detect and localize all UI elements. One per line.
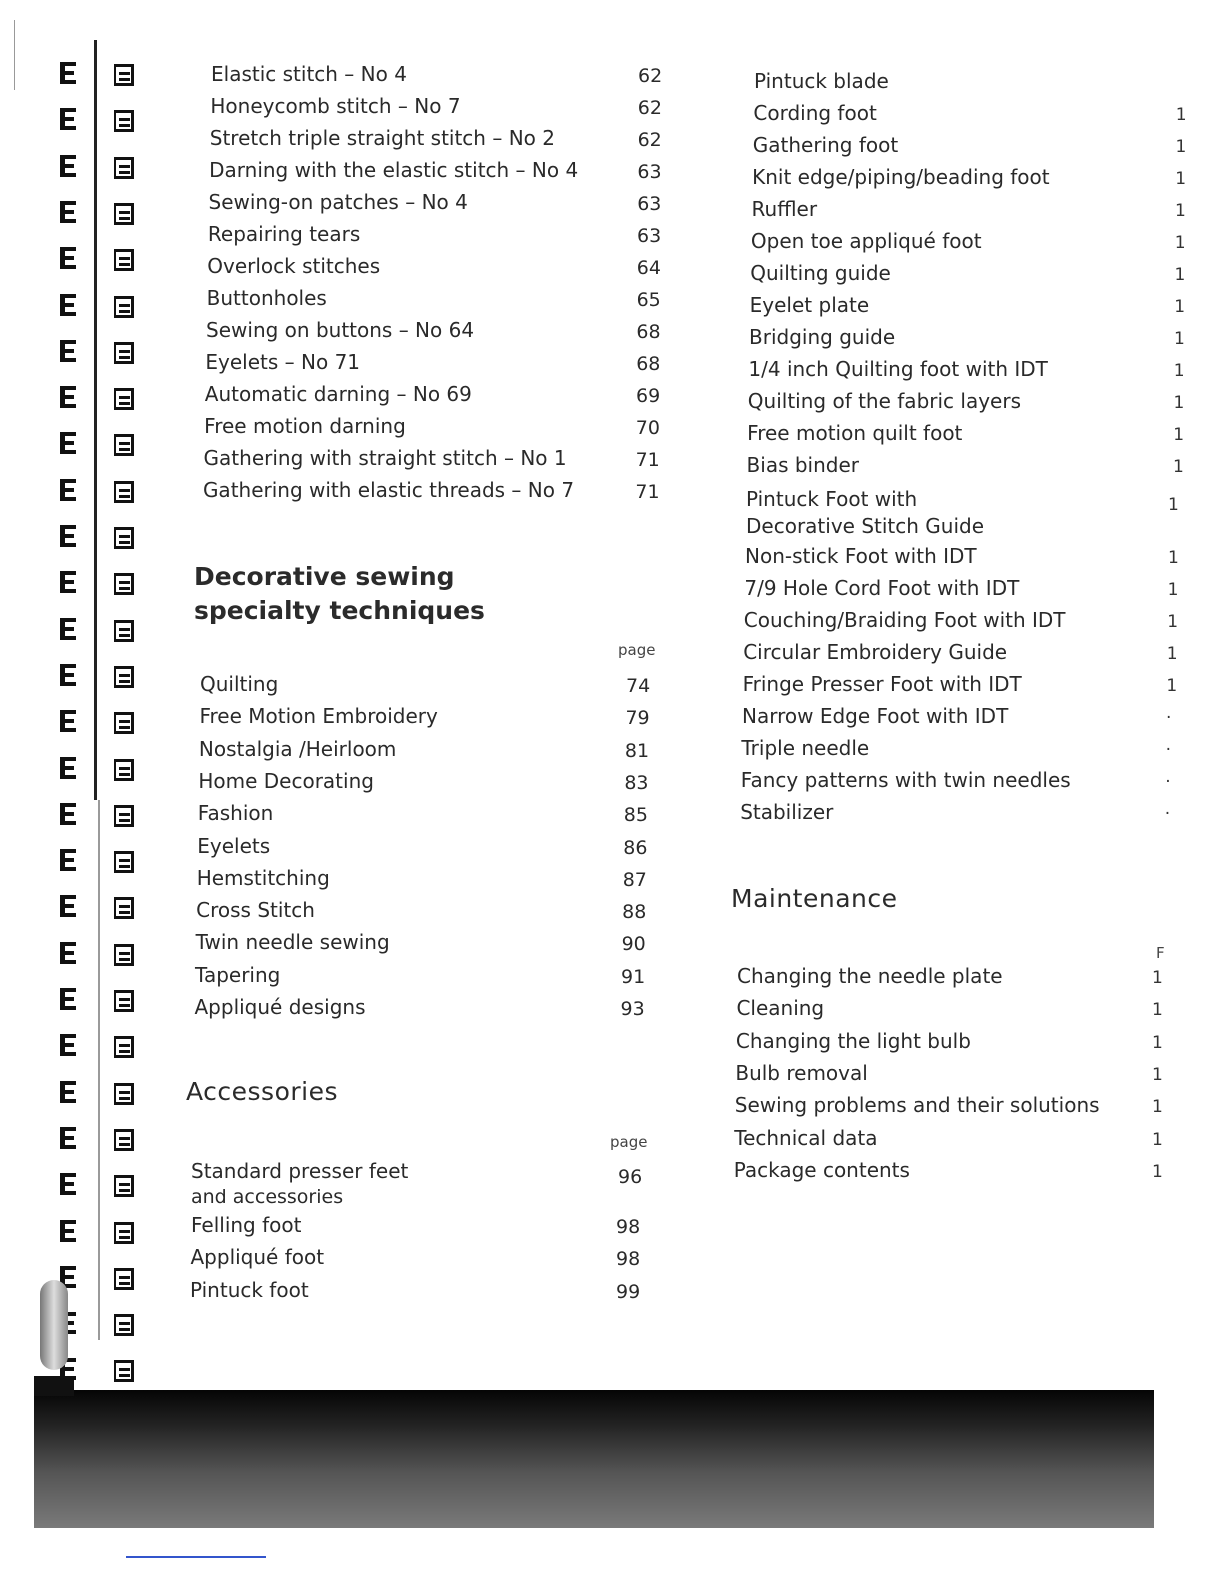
toc-page-number: 83 xyxy=(624,771,649,794)
toc-entry[interactable]: Home Decorating xyxy=(198,768,374,793)
toc-entry[interactable]: Quilting guide xyxy=(750,261,891,285)
decorative-heading: Decorative sewing specialty techniques xyxy=(194,562,485,625)
binding-ring xyxy=(54,1127,154,1153)
binding-ring-front xyxy=(60,618,76,640)
toc-entry[interactable]: Repairing tears xyxy=(207,222,361,246)
toc-entry[interactable]: Cross Stitch xyxy=(196,898,315,923)
binding-ring-back xyxy=(114,990,134,1012)
toc-entry[interactable]: Honeycomb stitch – No 7 xyxy=(210,94,461,118)
toc-entry[interactable]: Gathering with straight stitch – No 1 xyxy=(203,446,567,470)
toc-page-number: 63 xyxy=(637,161,662,183)
toc-page-number: 1 xyxy=(1173,425,1185,445)
toc-entry[interactable]: Fringe Presser Foot with IDT xyxy=(742,672,1022,696)
binding-ring-front xyxy=(60,895,76,917)
binding-ring-front xyxy=(60,757,76,779)
toc-entry[interactable]: Twin needle sewing xyxy=(195,930,390,955)
binding-ring-front xyxy=(60,386,76,408)
toc-page-number: 74 xyxy=(626,675,651,697)
toc-page-number: 1 xyxy=(1167,612,1179,632)
binding-ring xyxy=(54,294,154,320)
binding-ring-front xyxy=(60,340,76,362)
binding-ring xyxy=(54,1173,154,1199)
toc-entry[interactable]: Gathering with elastic threads – No 7 xyxy=(202,478,575,502)
binding-ring-back xyxy=(114,1083,134,1105)
toc-page-number: · xyxy=(1165,740,1171,760)
binding-ring-front xyxy=(60,664,76,686)
toc-entry[interactable]: Changing the needle plate xyxy=(737,964,1003,988)
binding-ring-front xyxy=(60,988,76,1010)
toc-page-number: · xyxy=(1165,772,1171,792)
toc-page-number: · xyxy=(1164,804,1171,824)
toc-page-number: 1 xyxy=(1168,548,1179,568)
toc-page-number: 69 xyxy=(636,385,661,407)
binding-ring xyxy=(54,571,154,597)
toc-page-number: 1 xyxy=(1152,1129,1163,1150)
binding-ring-front xyxy=(60,1173,76,1195)
binding-ring-front xyxy=(60,108,76,130)
toc-entry[interactable]: Package contents xyxy=(733,1157,910,1182)
binding-ring-front xyxy=(60,1034,76,1056)
binding-ring xyxy=(54,1081,154,1107)
binding-ring-front xyxy=(60,942,76,964)
binding-ring xyxy=(54,803,154,829)
binding-ring-back xyxy=(114,620,134,642)
toc-entry[interactable]: Cording foot xyxy=(753,101,877,125)
binding-ring-back xyxy=(114,388,134,410)
toc-page-number: 1 xyxy=(1167,580,1179,600)
toc-entry[interactable]: Buttonholes xyxy=(206,286,327,310)
binding-ring-back xyxy=(114,1175,134,1197)
toc-page-number: 1 xyxy=(1175,105,1187,125)
binding-ring-front xyxy=(60,432,76,454)
toc-entry[interactable]: Free motion quilt foot xyxy=(747,421,963,445)
toc-page-number: 90 xyxy=(621,933,646,956)
toc-page-number: 68 xyxy=(636,353,661,375)
toc-page-number: 68 xyxy=(636,321,661,343)
binding-ring xyxy=(54,155,154,181)
accessories-heading: Accessories xyxy=(186,1077,339,1106)
toc-entry[interactable]: Circular Embroidery Guide xyxy=(743,640,1008,664)
toc-entry[interactable]: Hemstitching xyxy=(196,865,330,890)
toc-entry[interactable]: Knit edge/piping/beading foot xyxy=(752,165,1050,189)
toc-entry[interactable]: Technical data xyxy=(734,1125,878,1150)
toc-page-number: 1 xyxy=(1152,1064,1163,1085)
binding-ring-back xyxy=(114,1268,134,1290)
binding-ring-back xyxy=(114,249,134,271)
toc-entry[interactable]: Fashion xyxy=(197,801,274,826)
toc-entry[interactable]: Nostalgia /Heirloom xyxy=(198,736,397,761)
accessories-page-label: page xyxy=(610,1133,648,1151)
toc-page-number: 1 xyxy=(1152,1000,1163,1021)
toc-entry[interactable]: Changing the light bulb xyxy=(735,1028,971,1053)
binding-ring-front xyxy=(60,479,76,501)
binding-ring-back xyxy=(114,434,134,456)
toc-page-number: 85 xyxy=(623,804,648,827)
binding-ring xyxy=(54,1312,154,1338)
binding-ring xyxy=(54,340,154,366)
toc-entry[interactable]: Sewing problems and their solutions xyxy=(734,1093,1100,1118)
toc-page-number: 1 xyxy=(1174,265,1186,285)
toc-page-number: 79 xyxy=(625,707,650,730)
binding-ring xyxy=(54,1034,154,1060)
binding-ring-front xyxy=(60,803,76,825)
binding-ring-back xyxy=(114,1314,134,1336)
toc-page-number: 1 xyxy=(1152,1097,1163,1118)
binding-ring-back xyxy=(114,64,134,86)
toc-entry[interactable]: Open toe appliqué foot xyxy=(750,229,982,253)
maintenance-page-label: F xyxy=(1156,944,1165,962)
toc-entry[interactable]: Ruffler xyxy=(751,197,818,221)
binding-ring xyxy=(54,201,154,227)
toc-page-number: 1 xyxy=(1175,169,1187,189)
binding-ring xyxy=(54,849,154,875)
toc-entry[interactable]: Couching/Braiding Foot with IDT xyxy=(743,608,1066,632)
binding-ring-back xyxy=(114,944,134,966)
toc-entry[interactable]: Felling foot xyxy=(191,1213,302,1237)
toc-entry[interactable]: Stabilizer xyxy=(740,800,834,824)
binding-ring-back xyxy=(114,1360,134,1382)
binding-ring xyxy=(54,525,154,551)
spiral-binding xyxy=(36,40,156,1380)
toc-page-number: 1 xyxy=(1166,644,1178,664)
toc-entry[interactable]: Gathering foot xyxy=(752,133,899,157)
decorative-page-label: page xyxy=(618,641,656,659)
binding-ring xyxy=(54,432,154,458)
toc-entry[interactable]: Bulb removal xyxy=(735,1060,868,1085)
binding-ring-back xyxy=(114,573,134,595)
toc-entry[interactable]: Quilting xyxy=(200,672,279,696)
binding-ring-back xyxy=(114,851,134,873)
binding-ring-front xyxy=(60,62,76,84)
toc-page-number: 71 xyxy=(635,481,660,503)
toc-entry[interactable]: Automatic darning – No 69 xyxy=(204,382,472,406)
toc-entry[interactable]: Bias binder xyxy=(746,453,860,477)
toc-page-number: 62 xyxy=(637,129,662,151)
toc-page-number: 1 xyxy=(1175,201,1186,221)
binding-ring-front xyxy=(60,710,76,732)
toc-entry[interactable]: Elastic stitch – No 4 xyxy=(211,62,407,86)
toc-page-number: 87 xyxy=(622,868,647,891)
bottom-shadow-band xyxy=(34,1390,1154,1528)
binding-ring-back xyxy=(114,203,134,225)
toc-entry-standard-presser-feet[interactable]: Standard presser feet and accessories xyxy=(191,1159,409,1208)
toc-entry[interactable]: Pintuck blade xyxy=(754,69,889,93)
toc-page-number: 98 xyxy=(616,1216,641,1238)
binding-spine-lower xyxy=(98,800,100,1340)
toc-page-number: 63 xyxy=(637,193,662,215)
toc-entry[interactable]: Overlock stitches xyxy=(207,254,381,278)
binding-ring-back xyxy=(114,527,134,549)
binding-ring-back xyxy=(114,666,134,688)
toc-page-number: 64 xyxy=(636,257,661,279)
toc-page-number: 65 xyxy=(636,289,661,311)
toc-page-number: 91 xyxy=(621,965,646,988)
toc-page-number: 1 xyxy=(1173,457,1184,477)
toc-page-number: · xyxy=(1166,708,1172,728)
toc-page-number: 81 xyxy=(624,739,650,762)
blue-underline xyxy=(126,1556,266,1558)
toc-entry[interactable]: Fancy patterns with twin needles xyxy=(740,768,1071,792)
binding-ring xyxy=(54,942,154,968)
toc-entry[interactable]: Quilting of the fabric layers xyxy=(747,389,1021,413)
binding-ring-front xyxy=(60,571,76,593)
toc-page-number: 99 xyxy=(616,1280,641,1303)
toc-entry[interactable]: Cleaning xyxy=(736,996,825,1021)
binding-ring-back xyxy=(114,759,134,781)
toc-page-number: 1 xyxy=(1173,393,1185,413)
binding-ring-back xyxy=(114,1129,134,1151)
toc-entry[interactable]: Stretch triple straight stitch – No 2 xyxy=(209,126,555,150)
binding-ring-back xyxy=(114,110,134,132)
toc-entry[interactable]: Eyelets xyxy=(197,833,271,858)
binding-ring xyxy=(54,1220,154,1246)
binding-ring xyxy=(54,108,154,134)
toc-page-number: 1 xyxy=(1175,137,1187,157)
toc-entry[interactable]: Tapering xyxy=(195,962,281,987)
toc-entry[interactable]: Eyelet plate xyxy=(749,293,870,317)
toc-entry[interactable]: Darning with the elastic stitch – No 4 xyxy=(209,158,579,182)
toc-page-number: 1 xyxy=(1166,676,1178,696)
toc-page-number: 63 xyxy=(637,225,662,247)
toc-page-number: 71 xyxy=(635,449,660,471)
binding-ring-back xyxy=(114,342,134,364)
toc-page-number: 1 xyxy=(1173,361,1185,381)
binding-ring-front xyxy=(60,1081,76,1103)
toc-entry[interactable]: Sewing on buttons – No 64 xyxy=(206,318,475,342)
binding-ring xyxy=(54,664,154,690)
toc-entry[interactable]: Pintuck foot xyxy=(190,1277,309,1302)
toc-entry-pintuck-foot-guide[interactable]: Pintuck Foot with Decorative Stitch Guide xyxy=(746,487,985,538)
binding-ring-back xyxy=(114,712,134,734)
toc-entry[interactable]: Narrow Edge Foot with IDT xyxy=(742,704,1009,728)
toc-page-number: 1 xyxy=(1152,968,1163,988)
binding-ring xyxy=(54,1266,154,1292)
binding-ring xyxy=(54,247,154,273)
binding-ring-front xyxy=(60,1127,76,1149)
maintenance-heading: Maintenance xyxy=(731,884,898,913)
toc-page-number: 62 xyxy=(638,65,663,87)
scan-edge-mark xyxy=(14,20,15,90)
toc-page-number: 62 xyxy=(637,97,662,119)
toc-entry[interactable]: Free Motion Embroidery xyxy=(199,704,438,729)
binding-ring-back xyxy=(114,157,134,179)
toc-page-number: 98 xyxy=(616,1248,641,1271)
binding-ring xyxy=(54,710,154,736)
toc-page-number: 1 xyxy=(1174,329,1185,349)
binding-ring-front xyxy=(60,849,76,871)
binding-ring-front xyxy=(60,155,76,177)
binding-ring-front xyxy=(60,294,76,316)
toc-page-number: 96 xyxy=(618,1166,643,1188)
toc-page-number: 70 xyxy=(635,417,660,439)
binding-ring-back xyxy=(114,805,134,827)
toc-entry[interactable]: Bridging guide xyxy=(749,325,896,349)
binding-ring xyxy=(54,757,154,783)
toc-entry[interactable]: Appliqué foot xyxy=(190,1245,325,1270)
toc-entry[interactable]: 7/9 Hole Cord Foot with IDT xyxy=(744,576,1020,600)
binding-ring-back xyxy=(114,1036,134,1058)
binding-ring-front xyxy=(60,525,76,547)
binding-ring xyxy=(54,988,154,1014)
binding-ring xyxy=(54,62,154,88)
toc-entry[interactable]: Appliqué designs xyxy=(194,995,366,1019)
toc-entry[interactable]: Sewing-on patches – No 4 xyxy=(208,190,468,214)
toc-page-number: 1 xyxy=(1174,233,1186,253)
binding-ring-front xyxy=(60,201,76,223)
binding-ring xyxy=(54,618,154,644)
toc-page-number: 86 xyxy=(623,836,648,859)
toc-entry[interactable]: 1/4 inch Quilting foot with IDT xyxy=(748,357,1048,381)
toc-page-number: 88 xyxy=(622,901,647,924)
binding-ring-back xyxy=(114,481,134,503)
toc-entry[interactable]: Triple needle xyxy=(741,736,870,760)
binding-curl xyxy=(40,1280,68,1370)
toc-page-number: 1 xyxy=(1152,1032,1163,1053)
toc-page-number: 1 xyxy=(1152,1161,1163,1182)
toc-entry[interactable]: Eyelets – No 71 xyxy=(205,350,361,374)
toc-page-number: 93 xyxy=(620,998,645,1020)
toc-entry[interactable]: Non-stick Foot with IDT xyxy=(745,544,977,568)
binding-ring-back xyxy=(114,897,134,919)
binding-ring-front xyxy=(60,1220,76,1242)
toc-entry[interactable]: Free motion darning xyxy=(204,414,406,438)
binding-ring xyxy=(54,479,154,505)
binding-ring xyxy=(54,895,154,921)
binding-ring xyxy=(54,386,154,412)
toc-page-number: 1 xyxy=(1174,297,1186,317)
binding-ring-front xyxy=(60,247,76,269)
binding-ring-back xyxy=(114,1222,134,1244)
binding-ring-back xyxy=(114,296,134,318)
toc-page-number-cut: 1 xyxy=(1168,495,1179,515)
